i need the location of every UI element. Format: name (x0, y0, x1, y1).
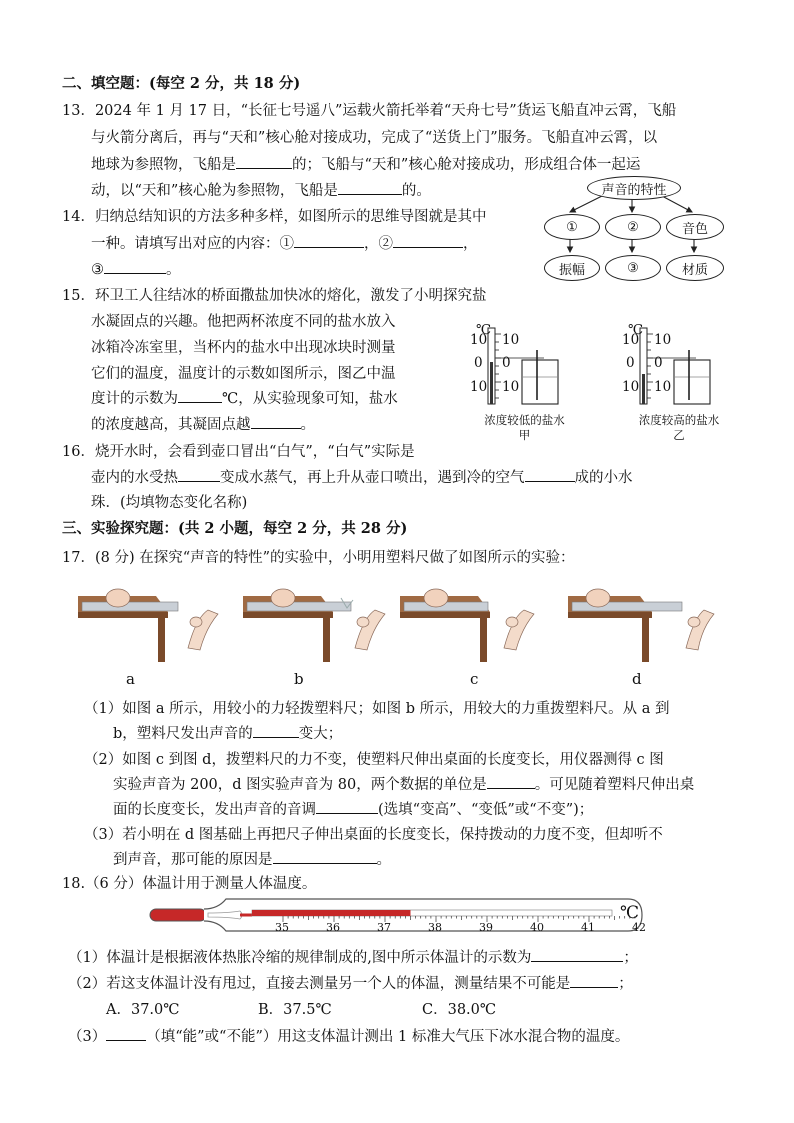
thermometer-tick-label: 40 (530, 921, 544, 934)
thermometer-yi-unit: ℃ (628, 322, 644, 338)
thermometer-jia-tick-zero: 0 (474, 355, 483, 371)
thermometer-tick-label: 42 (632, 921, 646, 934)
figure-jia (472, 322, 577, 440)
q16-line-2 (91, 466, 633, 487)
thermometer-jia-tick-top: 10 (470, 332, 488, 348)
q15-line-6 (91, 413, 315, 434)
figure-yi-caption: 浓度较高的盐水 (638, 413, 720, 427)
q15-line-3: 冰箱冷冻室里，当杯内的盐水中出现冰块时测量 (91, 340, 396, 356)
mind-map-node-1: ① (544, 214, 600, 240)
q17-p2-text-c: 。可见随着塑料尺伸出桌 (534, 777, 695, 793)
q13-line-4 (91, 179, 431, 200)
q15-line-1: 15．环卫工人往结冰的桥面撒盐加快冰的熔化，激发了小明探究盐 (62, 288, 487, 304)
thermometer-jia-tick-top-r: 10 (502, 332, 520, 348)
q13-line-3 (91, 153, 640, 174)
q17-p2-line-2 (113, 773, 694, 794)
thermometer-yi-tick-top-r: 10 (654, 332, 672, 348)
q17-panel-a-label: a (126, 670, 135, 688)
q13-line-2: 与火箭分离后，再与“天和”核心舱对接成功，完成了“送货上门”服务。飞船直冲云霄，以 (91, 130, 658, 146)
thermometer-jia-tick-bottom: 10 (470, 379, 488, 395)
q15-text-5b: ℃，从实验现象可知，盐水 (222, 391, 398, 407)
q16-blank-1[interactable] (178, 467, 220, 482)
q14-blank-2[interactable] (393, 233, 463, 248)
q17-blank-2[interactable] (487, 774, 535, 789)
q17-panel-a-drawing (78, 578, 228, 666)
q18-p2 (68, 972, 633, 993)
q17-p2-text-d: 面的长度变长，发出声音的音调 (113, 802, 316, 818)
section-2-title: 二、填空题：(每空 2 分，共 18 分) (62, 75, 301, 92)
q17-blank-1[interactable] (253, 723, 299, 738)
q14-text-2a: 一种。请填写出对应的内容：① (91, 236, 294, 252)
q17-panel-b-drawing (243, 578, 393, 666)
q15-blank-2[interactable] (251, 414, 301, 429)
q18-p3 (68, 1025, 629, 1046)
q17-p1-text-c: 变大； (298, 726, 343, 742)
q18-p2-text-a: （2）若这支体温计没有甩过，直接去测量另一个人的体温，测量结果不可能是 (68, 976, 571, 992)
q14-blank-1[interactable] (294, 233, 364, 248)
q14-text-2c: ， (463, 236, 478, 252)
mind-map-leaf-3: ③ (605, 255, 661, 281)
thermometer-tick-label: 41 (581, 921, 595, 934)
q17-p3-line-2 (113, 848, 391, 869)
q16-text-2c: 成的小水 (574, 470, 633, 486)
q17-p1-line-1: （1）如图 a 所示，用较小的力轻拨塑料尺；如图 b 所示，用较大的力重拨塑料尺。从 a 到 (84, 701, 670, 717)
q13-text-4b: 的。 (401, 183, 431, 199)
mind-map-leaf-material: 材质 (666, 255, 724, 281)
q17-p3-text-b: 到声音，那可能的原因是 (113, 852, 273, 868)
q18-option-a[interactable]: A．37.0℃ (106, 1002, 180, 1018)
q18-p1 (68, 946, 638, 967)
q13-text-3a: 地球为参照物，飞船是 (91, 157, 236, 173)
thermometer-yi-tick-zero: 0 (626, 355, 635, 371)
thermometer-yi-tick-bottom: 10 (622, 379, 640, 395)
q13-text-3b: 的；飞船与“天和”核心舱对接成功，形成组合体一起运 (292, 157, 641, 173)
figure-jia-caption: 浓度较低的盐水 (484, 413, 565, 427)
mind-map-leaf-amplitude: 振幅 (544, 255, 600, 281)
q13-text-4a: 动，以“天和”核心舱为参照物，飞船是 (91, 183, 338, 199)
thermometer-yi-tick-zero-r: 0 (654, 355, 663, 371)
q17-panel-b (243, 578, 393, 688)
q15-blank-1[interactable] (178, 388, 222, 403)
q14-blank-3[interactable] (104, 259, 166, 274)
mind-map-root: 声音的特性 (587, 176, 681, 200)
q16-line-3: 珠．(均填物态变化名称) (91, 495, 248, 511)
q16-text-2b: 变成水蒸气，再上升从壶口喷出，遇到冷的空气 (220, 470, 525, 486)
q18-p3-text-b: （填“能”或“不能”）用这支体温计测出 1 标准大气压下冰水混合物的温度。 (146, 1029, 630, 1045)
section-3-title: 三、实验探究题：(共 2 小题，每空 2 分，共 28 分) (62, 520, 408, 537)
thermometer-tick-label: 37 (377, 921, 391, 934)
q17-p2-text-e: (选填“变高”、“变低”或“不变”)； (378, 802, 594, 818)
thermometer-jia-unit: ℃ (476, 322, 492, 338)
q15-text-6a: 的浓度越高，其凝固点越 (91, 417, 251, 433)
q17-figures (78, 578, 718, 688)
q14-line-3 (91, 258, 181, 279)
figure-jia-label: 甲 (518, 428, 531, 442)
q18-p1-text-b: ； (623, 950, 638, 966)
q18-head: 18.（6 分）体温计用于测量人体温度。 (62, 876, 317, 892)
thermometer-yi-tick-bottom-r: 10 (654, 379, 672, 395)
q16-line-1: 16．烧开水时，会看到壶口冒出“白气”，“白气”实际是 (62, 444, 415, 460)
mind-map-node-2: ② (605, 214, 661, 240)
q14-text-2b: ，② (364, 236, 393, 252)
q18-blank-1[interactable] (531, 947, 623, 962)
q15-text-6b: 。 (300, 417, 315, 433)
q13-blank-2[interactable] (338, 180, 402, 195)
figure-yi (624, 322, 734, 440)
q17-panel-a (78, 578, 228, 688)
q18-option-b[interactable]: B．37.5℃ (258, 1002, 332, 1018)
thermometer-tick-label: 36 (326, 921, 340, 934)
thermometer-tick-label: 39 (479, 921, 493, 934)
q15-line-2: 水凝固点的兴趣。他把两杯浓度不同的盐水放入 (91, 314, 396, 330)
q14-line-2 (91, 232, 478, 253)
clinical-thermometer-unit: ℃ (620, 903, 640, 923)
q17-p3-text-c: 。 (376, 852, 391, 868)
mind-map (540, 172, 740, 287)
mind-map-node-timbre: 音色 (666, 214, 724, 240)
clinical-thermometer (148, 895, 648, 941)
q17-blank-3[interactable] (316, 799, 378, 814)
q18-blank-2[interactable] (570, 973, 618, 988)
q17-panel-b-label: b (294, 670, 304, 688)
q13-line-1: 13．2024 年 1 月 17 日，“长征七号遥八”运载火箭托举着“天舟七号”货运飞船直冲云霄，飞船 (62, 103, 677, 119)
q15-text-5a: 度计的示数为 (91, 391, 178, 407)
q18-p2-text-b: ； (618, 976, 633, 992)
q17-panel-c (400, 578, 555, 688)
q17-p2-line-1: （2）如图 c 到图 d，拨塑料尺的力不变，使塑料尺伸出桌面的长度变长，用仪器测得 c 图 (84, 752, 664, 768)
q17-head: 17．(8 分) 在探究“声音的特性”的实验中，小明用塑料尺做了如图所示的实验： (62, 550, 575, 566)
thermometer-yi-tick-top: 10 (622, 332, 640, 348)
q15-line-5 (91, 387, 398, 408)
q13-blank-1[interactable] (236, 154, 292, 169)
q17-p1-text-b: b，塑料尺发出声音的 (113, 726, 253, 742)
q18-p3-text-a: （3） (68, 1029, 107, 1045)
q17-panel-d (568, 578, 718, 688)
q17-panel-c-drawing (400, 578, 555, 666)
q14-line-1: 14．归纳总结知识的方法多种多样，如图所示的思维导图就是其中 (62, 209, 487, 225)
q18-p1-text-a: （1）体温计是根据液体热胀冷缩的规律制成的,图中所示体温计的示数为 (68, 950, 532, 966)
q17-panel-c-label: c (470, 670, 479, 688)
q14-text-3b: 。 (166, 262, 181, 278)
q17-blank-4[interactable] (273, 849, 377, 864)
q16-text-2a: 壶内的水受热 (91, 470, 178, 486)
q17-p3-line-1: （3）若小明在 d 图基础上再把尺子伸出桌面的长度变长，保持拨动的力度不变，但却听不 (84, 827, 663, 843)
thermometer-tick-label: 35 (275, 921, 289, 934)
thermometer-tick-label: 38 (428, 921, 442, 934)
q16-blank-2[interactable] (525, 467, 575, 482)
thermometer-jia-tick-zero-r: 0 (502, 355, 511, 371)
q17-p2-line-3 (113, 798, 593, 819)
q17-panel-d-drawing (568, 578, 718, 666)
mercury-column (252, 910, 411, 916)
figure-yi-label: 乙 (673, 428, 685, 442)
q15-line-4: 它们的温度，温度计的示数如图所示，图乙中温 (91, 366, 396, 382)
clinical-thermometer-drawing (148, 895, 648, 941)
q17-p2-text-b: 实验声音为 200，d 图实验声音为 80，两个数据的单位是 (113, 777, 487, 793)
thermometer-jia-tick-bottom-r: 10 (502, 379, 520, 395)
q17-panel-d-label: d (632, 670, 642, 688)
q17-p1-line-2 (113, 722, 342, 743)
q18-option-c[interactable]: C．38.0℃ (422, 1002, 497, 1018)
q14-text-3a: ③ (91, 262, 104, 278)
q18-blank-3[interactable] (106, 1026, 146, 1041)
